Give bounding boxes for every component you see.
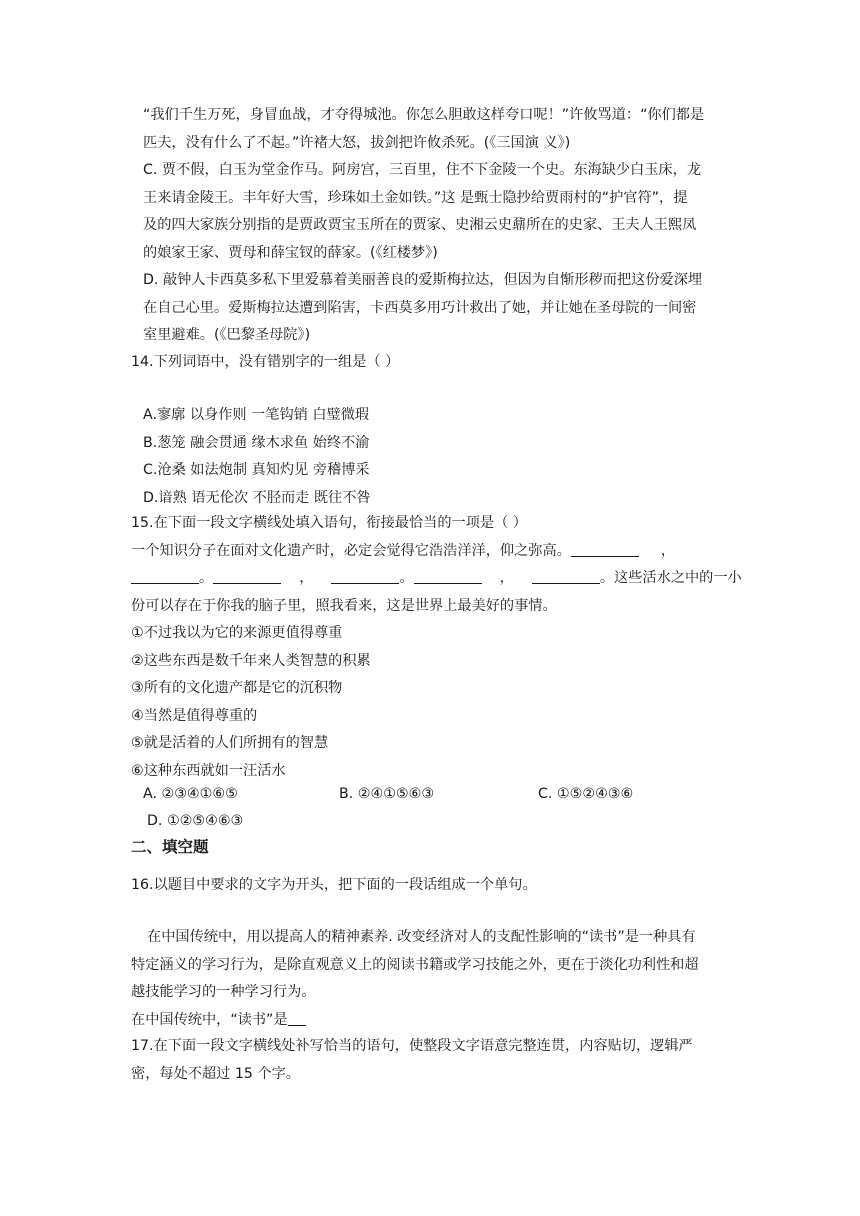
q13-continuation [0, 102, 704, 350]
q14-option: C.沧桑 如法炮制 真知灼见 旁稽博采 [143, 462, 370, 478]
q16-passage [0, 924, 699, 1034]
answer-blank [414, 567, 482, 584]
q13-option-d-line: D. 敲钟人卡西莫多私下里爱慕着美丽善良的爱斯梅拉达，但因为自惭形秽而把这份爱深埋 [143, 272, 703, 288]
punct: 。 [399, 570, 414, 586]
q15-item: ⑥这种东西就如一汪活水 [131, 762, 286, 779]
answer-blank [571, 540, 639, 557]
punct: ， [299, 570, 314, 586]
q14-option: B.葱笼 融会贯通 缘木求鱼 始终不渝 [143, 434, 370, 451]
q14-option: A.寥廓 以身作则 一笔钩销 白璧微瑕 [143, 407, 370, 423]
q16-para-line: 特定涵义的学习行为，是除直观意义上的阅读书籍或学习技能之外，更在于淡化功利性和超 [131, 956, 699, 973]
answer-blank [288, 1009, 306, 1026]
section-heading [131, 834, 209, 862]
q16-stem: 16.以题目中要求的文字为开头，把下面的一段话组成一个单句。 [131, 877, 537, 893]
q13-option-c-line: 的娘家王家、贾母和薛宝钗的薛家。(《红楼梦》) [143, 244, 438, 261]
q15-passage-line: 份可以存在于你我的脑子里，照我看来，这是世界上最美好的事情。 [131, 597, 557, 614]
q15-item: ③所有的文化遗产都是它的沉积物 [131, 680, 343, 696]
q17-stem-line: 17.在下面一段文字横线处补写恰当的语句，使整段文字语意完整连贯，内容贴切，逻辑严 [131, 1038, 693, 1054]
q15-stem: 15.在下面一段文字横线处填入语句，衔接最恰当的一项是（ ） [131, 515, 527, 531]
q13-option-d-line: 室里避难。(《巴黎圣母院》) [143, 327, 311, 343]
punct: ， [660, 542, 676, 559]
answer-blank [532, 567, 600, 584]
punct: 。 [199, 570, 214, 586]
q15-choice-b: B. ②④①⑤⑥③ [339, 786, 435, 802]
answer-blank [213, 567, 281, 584]
q15-item: ②这些东西是数千年来人类智慧的积累 [131, 652, 371, 669]
q15-passage-line [0, 538, 742, 566]
q13-option-c-line: C. 贾不假，白玉为堂金作马。阿房宫，三百里，住不下金陵一个史。东海缺少白玉床，龙 [143, 162, 702, 178]
q13-option-c-line: 王来请金陵王。丰年好大雪，珍珠如土金如铁。”这 是甄士隐抄给贾雨村的“护官符”，提 [143, 189, 688, 206]
question-16 [0, 872, 537, 900]
q13-option-b-line: “我们千生万死，身冒血战，才夺得城池。你怎么胆敢这样夸口呢！”许攸骂道：“你们都是 [143, 107, 705, 123]
q17-stem-line: 密，每处不超过 15 个字。 [131, 1065, 300, 1082]
section-title: 二、填空题 [131, 838, 209, 856]
q13-option-c-line: 及的四大家族分别指的是贾政贾宝玉所在的贾家、史湘云史鼐所在的史家、王夫人王熙凤 [143, 217, 697, 233]
q13-option-b-line: 匹夫，没有什么了不起。”许褚大怒，拔剑把许攸杀死。(《三国演 义》) [143, 134, 571, 151]
q15-choice-a: A. ②③④①⑥⑤ [143, 786, 238, 802]
q15-item: ①不过我以为它的来源更值得尊重 [131, 625, 343, 641]
q15-item: ⑤就是活着的人们所拥有的智慧 [131, 735, 329, 751]
question-14 [0, 349, 399, 377]
q16-para-line: 在中国传统中，用以提高人的精神素养. 改变经济对人的支配性影响的“读书”是一种具有 [147, 929, 696, 945]
q15-choice-c: C. ①⑤②④③⑥ [538, 786, 634, 802]
q16-para-line: 越技能学习的一种学习行为。 [131, 984, 316, 1000]
q15-passage-text: 。这些活水之中的一小 [599, 570, 742, 586]
q14-option: D.谙熟 语无伦次 不胫而走 既往不咎 [143, 489, 371, 506]
punct: ， [499, 570, 514, 586]
q16-answer-line [0, 1007, 699, 1035]
q15-passage-line [0, 565, 742, 593]
q15-passage-text: 一个知识分子在面对文化遗产时，必定会觉得它浩浩洋洋，仰之弥高。 [131, 542, 571, 559]
q15-item: ④当然是值得尊重的 [131, 707, 258, 724]
question-17 [0, 1033, 693, 1088]
q14-options [0, 402, 371, 512]
q15-choice-d: D. ①②⑤④⑥③ [147, 813, 244, 829]
answer-blank [131, 567, 199, 584]
q16-answer-lead: 在中国传统中，“读书”是 [131, 1011, 288, 1028]
q13-option-d-line: 在自己心里。爱斯梅拉达遭到陷害，卡西莫多用巧计救出了她，并让她在圣母院的一间密 [143, 299, 697, 316]
answer-blank [331, 567, 399, 584]
question-15 [0, 510, 742, 785]
q14-stem: 14.下列词语中，没有错别字的一组是（ ） [131, 354, 400, 370]
